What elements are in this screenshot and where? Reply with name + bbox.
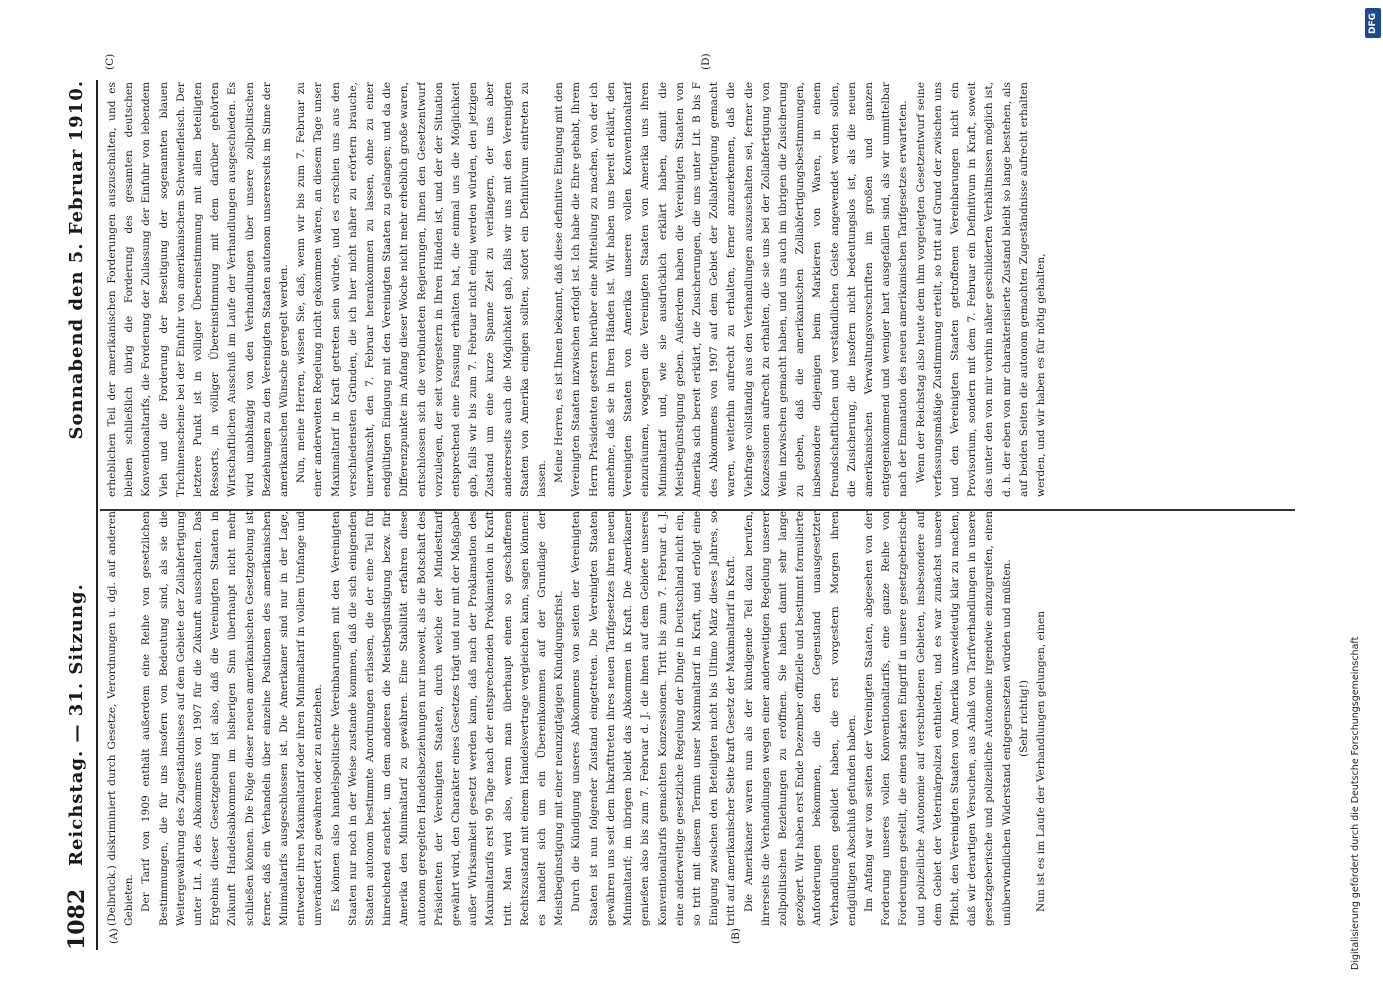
column-divider xyxy=(100,509,1295,511)
paragraph: Durch die Kündigung unseres Abkommens von seiten der Vereinigten Staaten ist nun folgender Zustand eingetreten. Die Vereinigten Staaten gewähren uns seit dem Inkrafttreten ihres neuen Tarifgesetzes ihren neuen Minimaltarif; im übrigen bleibt das Abkommen in Kraft. Die Amerikaner genießen also bis zum 7. Februar d. J. die ihnen auf dem Gebiete unseres Konventionaltarifs gemachten Konzessionen. Tritt bis zum 7. Februar d. J. eine anderweitige gesetzliche Regelung der Dinge in Deutschland nicht ein, so tritt mit diesem Termin unser Maximaltarif in Kraft, und erfolgt eine Einigung zwischen den Beteiligten nicht bis Ultimo März dieses Jahres, so tritt auf amerikanischer Seite kraft Gesetz der Maximaltarif in Kraft. xyxy=(570,511,738,926)
running-header xyxy=(58,80,94,950)
margin-mark-b: (B) xyxy=(730,928,742,944)
dfg-logo-text: DFG xyxy=(1368,12,1378,34)
margin-mark-c: (C) xyxy=(104,53,116,70)
paragraph: erheblichen Teil der amerikanischen Forderungen auszuschalten, und es bleiben schließlich übrig die Forderung des gesamten deutschen Konventionaltarifs, die Forderung der Zulassung der Einfuhr von lebendem Vieh und die Forderung der Beseitigung der sogenannten blauen Trichinenscheine bei der Einfuhr von amerikanischem Schweinefleisch. Der letztere Punkt ist in völliger Übereinstimmung mit allen beteiligten Ressorts, in völliger Übereinstimmung mit dem darüber gehörten Wirtschaftlichen Ausschuß im Laufe der Verhandlungen ausgeschieden. Es wird unabhängig von den Verhandlungen über unsere zollpolitischen Beziehungen zu den Vereinigten Staaten autonom unsererseits im Sinne der amerikanischen Wünsche geregelt werden. xyxy=(106,82,291,497)
paragraph: Wenn der Reichstag also heute dem ihm vorgelegten Gesetzentwurf seine verfassungsmäßige Zustimmung erteilt, so tritt auf Grund der zwischen uns und den Vereinigten Staaten getroffenen Vereinbarungen nicht ein Provisorium, sondern mit dem 7. Februar ein Definitivum in Kraft, soweit das unter den von mir vorhin näher geschilderten Verhältnissen möglich ist, d. h. der eben von mir charakterisierte Zustand bleibt so lange bestehen, als auf beiden Seiten die autonom gemachten Zugeständnisse aufrecht erhalten werden, und wir haben es für nötig gehalten, xyxy=(914,82,1047,497)
digitization-credit xyxy=(1344,10,1364,990)
paragraph: Meine Herren, es ist Ihnen bekannt, daß diese definitive Einigung mit den Vereinigten Staaten inzwischen erfolgt ist. Ich habe die Ehre gehabt, Ihrem Herrn Präsidenten gestern hierüber eine Mitteilung zu machen, von der ich annehme, daß sie in Ihren Händen ist. Wir haben uns bereit erklärt, den Vereinigten Staaten von Amerika unseren vollen Konventionaltarif einzuräumen, wogegen die Vereinigten Staaten von Amerika uns ihren Minimaltarif und, wie sie ausdrücklich erklärt haben, damit die Meistbegünstigung geben. Außerdem haben die Vereinigten Staaten von Amerika sich bereit erklärt, die Zusicherungen, die uns unter Lit. B bis F des Abkommens von 1907 auf dem Gebiet der Zollabfertigung gemacht waren, weiterhin aufrecht zu erhalten, ferner anzuerkennen, daß die Viehfrage vollständig aus den Verhandlungen auszuschalten sei, ferner die Konzessionen aufrecht zu erhalten, die sie uns bei der Zollabfertigung von Wein inzwischen gemacht haben, und uns auch im übrigen die Zusicherung zu geben, daß die amerikanischen Zollabfertigungsbestimmungen, insbesondere diejenigen beim Markieren von Waren, in einem freundschaftlichen und verständlichen Geiste angewendet werden sollen, die Zusicherung, die insofern nicht bedeutungslos ist, als die neuen amerikanischen Verwaltungsvorschriften im großen und ganzen entgegenkommend und weniger hart ausgefallen sind, als wir unmittelbar nach der Emanation des neuen amerikanischen Tarifgesetzes erwarteten. xyxy=(553,82,910,497)
paragraph: Nun ist es im Laufe der Verhandlungen gelungen, einen xyxy=(1034,610,1047,912)
running-date: Sonnabend den 5. Februar 1910. xyxy=(66,80,87,440)
credit-text: Digitalisierung gefördert durch die Deutsche Forschungsgemeinschaft xyxy=(1350,636,1361,970)
margin-mark-d: (D) xyxy=(700,53,712,70)
dfg-logo xyxy=(1365,8,1381,38)
paragraph: (Sehr richtig!) xyxy=(1017,680,1030,757)
running-title: Reichstag. — 31. Sitzung. xyxy=(66,583,87,866)
left-column xyxy=(104,511,1290,926)
paragraph: Die Amerikaner waren nun als der kündigende Teil dazu berufen, ihrerseits die Verhandlungen wegen einer anderweitigen Regelung unserer zollpolitischen Beziehungen zu eröffnen. Sie haben damit sehr lange gezögert. Wir haben erst Ende Dezember offizielle und bestimmt formulierte Anforderungen bekommen, die den Gegenstand unausgesetzter Verhandlungen gebildet haben, die erst vorgestern Morgen ihren endgültigen Abschluß gefunden haben. xyxy=(742,511,858,926)
paragraph: (Delbrück.) diskriminiert durch Gesetze, Verordnungen u. dgl. auf anderen Gebieten. xyxy=(106,511,136,926)
paragraph: Nun, meine Herren, wissen Sie, daß, wenn wir bis zum 7. Februar zu einer anderweiten Regelung nicht gekommen wären, an diesem Tage unser Maximaltarif in Kraft getreten sein würde, und es erschien uns aus den verschiedensten Gründen, die ich hier nicht näher zu erörtern brauche, unerwünscht, den 7. Februar herankommen zu lassen, ohne zu einer endgültigen Einigung mit den Vereinigten Staaten zu gelangen; und da die Differenzpunkte im Anfang dieser Woche nicht mehr erheblich große waren, entschlossen sich die verbündeten Regierungen, Ihnen den Gesetzentwurf vorzulegen, der seit vorgestern in Ihren Händen ist, und der der Situation entsprechend eine Fassung erhalten hat, die einmal uns die Möglichkeit gab, falls wir bis zum 7. Februar nicht einig werden würden, den jetzigen Zustand um eine kurze Spanne Zeit zu verlängern, der uns aber andererseits auch die Möglichkeit gab, falls wir uns mit den Vereinigten Staaten von Amerika einigen sollten, sofort ein Definitivum eintreten zu lassen. xyxy=(295,82,549,497)
paragraph: Im Anfang war von seiten der Vereinigten Staaten, abgesehen von der Forderung unseres vollen Konventionaltarifs, eine ganze Reihe von Forderungen gestellt, die einen starken Eingriff in unsere gesetzgeberische und polizeiliche Autonomie auf verschiedenen Gebieten, insbesondere auf dem Gebiet der Veterinärpolizei enthielten, und es war zunächst unsere Pflicht, den Vereinigten Staaten von Amerika unzweideutig klar zu machen, daß wir derartigen Versuchen, aus Anlaß von Tarifverhandlungen in unsere gesetzgeberische und polizeiliche Autonomie irgendwie einzugreifen, einen unüberwindlichen Widerstand entgegensetzen würden und müßten. xyxy=(862,511,1013,926)
paragraph: Es können also handelspolitische Vereinbarungen mit den Vereinigten Staaten nur noch in der Weise zustande kommen, daß die sich einigenden Staaten autonom bestimmte Anordnungen erlassen, die der eine Teil für hinreichend erachtet, um dem anderen die Meistbegünstigung bezw. für Amerika den Minimaltarif zu gewähren. Eine Stabilität erfahren diese autonom geregelten Handelsbeziehungen nur insoweit, als die Botschaft des Präsidenten der Vereinigten Staaten, durch welche der Mindesttarif gewährt wird, den Charakter eines Gesetzes trägt und nur mit der Maßgabe außer Wirksamkeit gesetzt werden kann, daß nach der Proklamation des Maximaltarifs erst 90 Tage nach der entsprechenden Proklamation in Kraft tritt. Man wird also, wenn man überhaupt einen so geschaffenen Rechtszustand mit einem Handelsvertrage vergleichen kann, sagen können: es handelt sich um ein Übereinkommen auf der Grundlage der Meistbegünstigung mit einer neunzigtägigen Kündigungsfrist. xyxy=(329,511,566,926)
page-number: 1082 xyxy=(64,888,90,950)
paragraph: Der Tarif von 1909 enthält außerdem eine Reihe von gesetzlichen Bestimmungen, die für uns insofern von Bedeutung sind, als sie die Weitergewährung des Zugeständnisses auf dem Gebiete der Zollabfertigung unter Lit. A des Abkommens von 1907 für die Zukunft ausschalten. Das Ergebnis dieser Gesetzgebung ist also, daß die Vereinigten Staaten in Zukunft Handelsabkommen im bisherigen Sinn überhaupt nicht mehr schließen können. Die Folge dieser neuen amerikanischen Gesetzgebung ist ferner, daß ein Verhandeln über einzelne Positionen des amerikanischen Minimaltarifs ausgeschlossen ist. Die Amerikaner sind nur in der Lage, entweder ihren Maximaltarif oder ihren Minimaltarif in vollem Umfange und unverändert zu gewähren oder zu entziehen. xyxy=(140,511,325,926)
right-column xyxy=(104,82,1290,497)
margin-mark-a: (A) xyxy=(108,928,120,944)
header-rule xyxy=(96,80,98,950)
